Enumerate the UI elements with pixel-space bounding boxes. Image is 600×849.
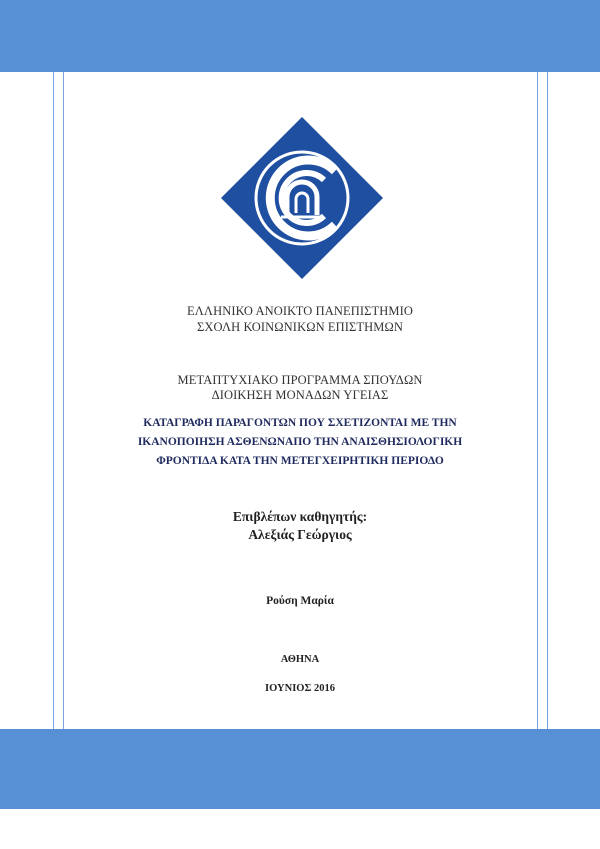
university-name: ΕΛΛΗΝΙΚΟ ΑΝΟΙΚΤΟ ΠΑΝΕΠΙΣΤΗΜΙΟ <box>187 304 413 318</box>
thesis-title-line-3: ΦΡΟΝΤΙΔΑ ΚΑΤΑ ΤΗΝ ΜΕΤΕΓΧΕΙΡΗΤΙΚΗ ΠΕΡΙΟΔΟ <box>156 455 444 467</box>
header-band <box>0 0 600 72</box>
city: ΑΘΗΝΑ <box>280 654 320 665</box>
university-emblem-icon <box>221 117 383 279</box>
supervisor-label: Επιβλέπων καθηγητής: <box>232 509 368 524</box>
school-name: ΣΧΟΛΗ ΚΟΙΝΩΝΙΚΩΝ ΕΠΙΣΤΗΜΩΝ <box>196 320 404 334</box>
thesis-title-line-1: ΚΑΤΑΓΡΑΦΗ ΠΑΡΑΓΟΝΤΩΝ ΠΟΥ ΣΧΕΤΙΖΟΝΤΑΙ ΜΕ ΤΗΝ <box>143 417 457 429</box>
program-field: ΔΙΟΙΚΗΣΗ ΜΟΝΑΔΩΝ ΥΓΕΙΑΣ <box>211 388 389 402</box>
program-name: ΜΕΤΑΠΤΥΧΙΑΚΟ ΠΡΟΓΡΑΜΜΑ ΣΠΟΥΔΩΝ <box>177 373 423 387</box>
author-name: Ρούση Μαρία <box>266 595 334 607</box>
date: ΙΟΥΝΙΟΣ 2016 <box>265 683 335 694</box>
supervisor-name: Αλεξιάς Γεώργιος <box>248 527 352 542</box>
thesis-title-line-2: ΙΚΑΝΟΠΟΙΗΣΗ ΑΣΘΕΝΩΝΑΠΟ ΤΗΝ ΑΝΑΙΣΘΗΣΙΟΛΟΓΙΚΗ <box>137 436 463 448</box>
emblem-diamond <box>221 117 383 279</box>
footer-band <box>0 729 600 809</box>
